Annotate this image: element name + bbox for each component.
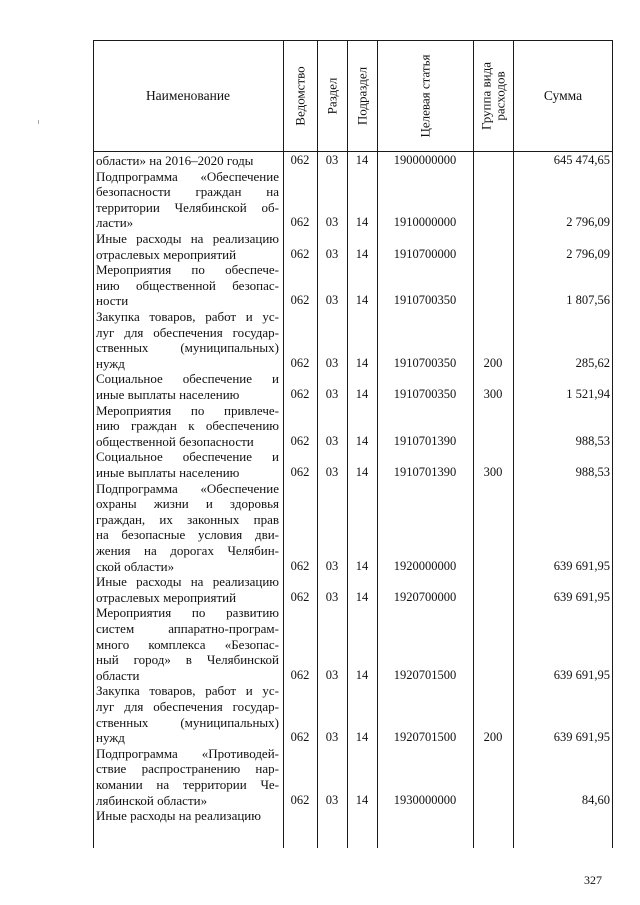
row-razdel: 03 [325,355,339,370]
row-vedomstvo: 062 [290,215,310,230]
row-razdel: 03 [325,465,339,479]
row-gruppa: 200 [483,355,503,370]
row-name [96,574,279,605]
row-razdel: 03 [325,246,339,261]
row-name-line: нию общественной безопас- [96,277,279,293]
row-vedomstvo: 062 [290,465,310,479]
row-name-line: нию граждан к обеспечению [96,418,279,434]
row-summa: 1 521,94 [566,387,610,401]
row-vedomstvo: 062 [290,153,310,167]
row-name-line: ный город» в Челябинской [96,652,279,668]
row-name-line: безопасности граждан на [96,184,279,200]
row-name [96,449,279,480]
row-razdel: 03 [325,558,339,573]
row-vedomstvo: 062 [290,246,310,261]
row-name [96,231,279,262]
row-name-line: отраслевых мероприятий [96,589,237,605]
row-name-line: иные выплаты населению [96,464,240,480]
row-name [96,481,279,575]
row-name-line: Подпрограмма «Обеспечение [96,168,279,184]
row-name-line: ласти» [96,215,134,231]
row-podrazdel: 14 [355,355,369,370]
row-celevaya-statya: 1910701390 [393,465,457,479]
row-name [96,683,279,745]
row-vedomstvo: 062 [290,730,310,745]
row-celevaya-statya: 1910000000 [393,215,457,230]
header-podrazdel: Подраздел [354,66,370,126]
row-name [96,403,279,450]
row-name-line: Закупка товаров, работ и ус- [96,309,279,324]
row-name-line: ской области» [96,558,175,574]
row-name-line: отраслевых мероприятий [96,246,237,262]
row-razdel: 03 [325,589,339,604]
row-podrazdel: 14 [355,792,369,807]
col-border [612,40,613,848]
row-name-line: Мероприятия по обеспече- [96,262,279,278]
row-summa: 639 691,95 [553,667,610,682]
row-name [96,808,279,824]
row-vedomstvo: 062 [290,387,310,401]
row-name-line: Иные расходы на реализацию [96,574,279,590]
row-name-line: области [96,667,140,683]
row-name-line: Социальное обеспечение и [96,371,279,387]
row-celevaya-statya: 1920700000 [393,589,457,604]
row-name [96,262,279,309]
row-podrazdel: 14 [355,667,369,682]
row-gruppa: 300 [483,387,503,401]
page-number: 327 [584,873,602,887]
row-podrazdel: 14 [355,153,369,167]
row-name-line: ственных (муниципальных) [96,340,279,356]
row-podrazdel: 14 [355,433,369,448]
row-gruppa: 200 [483,730,503,745]
row-summa: 639 691,95 [553,558,610,573]
row-name-line: на безопасные условия дви- [96,527,279,543]
row-podrazdel: 14 [355,730,369,745]
row-name [96,169,279,231]
row-name-line: Социальное обеспечение и [96,449,279,465]
row-razdel: 03 [325,153,339,167]
row-podrazdel: 14 [355,589,369,604]
row-celevaya-statya: 1910700350 [393,355,457,370]
row-razdel: 03 [325,433,339,448]
row-podrazdel: 14 [355,246,369,261]
row-name-line: ственных (муниципальных) [96,714,279,730]
row-name-line: территории Челябинской об- [96,199,279,215]
row-razdel: 03 [325,730,339,745]
col-border [473,40,474,848]
row-summa: 988,53 [575,433,610,448]
header-vedomstvo: Ведомство [292,66,308,126]
row-name-line: Закупка товаров, работ и ус- [96,683,279,699]
col-border [93,40,94,848]
header-gruppa-line1: Группа вида [478,62,494,130]
row-name-line: комании на территории Че- [96,776,279,792]
row-name-line: Иные расходы на реализацию [96,808,261,824]
row-celevaya-statya: 1910700000 [393,246,457,261]
row-summa: 285,62 [575,355,610,370]
row-summa: 84,60 [581,792,610,807]
row-summa: 645 474,65 [553,153,610,167]
row-name [96,371,279,402]
row-celevaya-statya: 1910701390 [393,433,457,448]
row-name-line: Подпрограмма «Противодей- [96,745,279,761]
row-celevaya-statya: 1910700350 [393,293,457,308]
row-celevaya-statya: 1920000000 [393,558,457,573]
row-name-line: много комплекса «Безопас- [96,636,279,652]
row-name-line: нужд [96,355,125,371]
row-vedomstvo: 062 [290,792,310,807]
row-name-line: общественной безопасности [96,433,254,449]
row-summa: 2 796,09 [566,215,610,230]
row-summa: 988,53 [575,465,610,479]
row-name [96,605,279,683]
row-name-line: систем аппаратно-програм- [96,620,279,636]
header-celevaya-statya: Целевая статья [417,54,433,138]
row-name-line: охраны жизни и здоровья [96,496,279,512]
row-vedomstvo: 062 [290,589,310,604]
row-razdel: 03 [325,667,339,682]
row-name [96,746,279,808]
scan-artifact [38,120,39,124]
row-podrazdel: 14 [355,465,369,479]
row-name-line: луг для обеспечения государ- [96,698,279,714]
row-name-line: Подпрограмма «Обеспечение [96,480,279,496]
row-name-line: жения на дорогах Челябин- [96,542,279,558]
row-podrazdel: 14 [355,293,369,308]
row-summa: 639 691,95 [553,589,610,604]
row-name [96,153,279,169]
row-celevaya-statya: 1930000000 [393,792,457,807]
row-razdel: 03 [325,215,339,230]
table-top-border [93,40,613,41]
header-razdel: Раздел [324,77,340,115]
row-gruppa: 300 [483,465,503,479]
row-celevaya-statya: 1920701500 [393,667,457,682]
row-vedomstvo: 062 [290,293,310,308]
row-name-line: области» на 2016–2020 годы [96,153,254,168]
row-name-line: ствие распространению нар- [96,761,279,777]
row-summa: 639 691,95 [553,730,610,745]
row-celevaya-statya: 1920701500 [393,730,457,745]
row-podrazdel: 14 [355,215,369,230]
row-name-line: Мероприятия по развитию [96,605,279,621]
row-razdel: 03 [325,387,339,401]
row-razdel: 03 [325,792,339,807]
row-vedomstvo: 062 [290,667,310,682]
row-name [96,309,279,371]
row-vedomstvo: 062 [290,558,310,573]
budget-table [93,40,613,848]
row-podrazdel: 14 [355,387,369,401]
row-vedomstvo: 062 [290,355,310,370]
row-name-line: лябинской области» [96,792,208,808]
header-summa: Сумма [543,88,583,103]
row-razdel: 03 [325,293,339,308]
header-name: Наименование [145,88,231,103]
row-name-line: Иные расходы на реализацию [96,231,279,246]
header-bottom-border [93,151,613,152]
row-name-line: ности [96,293,129,309]
row-name-line: луг для обеспечения государ- [96,324,279,340]
row-vedomstvo: 062 [290,433,310,448]
row-summa: 1 807,56 [566,293,610,308]
row-podrazdel: 14 [355,558,369,573]
row-celevaya-statya: 1910700350 [393,387,457,401]
row-name-line: нужд [96,730,125,746]
row-celevaya-statya: 1900000000 [393,153,457,167]
row-name-line: граждан, их законных прав [96,511,279,527]
header-gruppa-line2: расходов [492,71,508,121]
row-summa: 2 796,09 [566,246,610,261]
row-name-line: иные выплаты населению [96,386,240,402]
row-name-line: Мероприятия по привлече- [96,402,279,418]
